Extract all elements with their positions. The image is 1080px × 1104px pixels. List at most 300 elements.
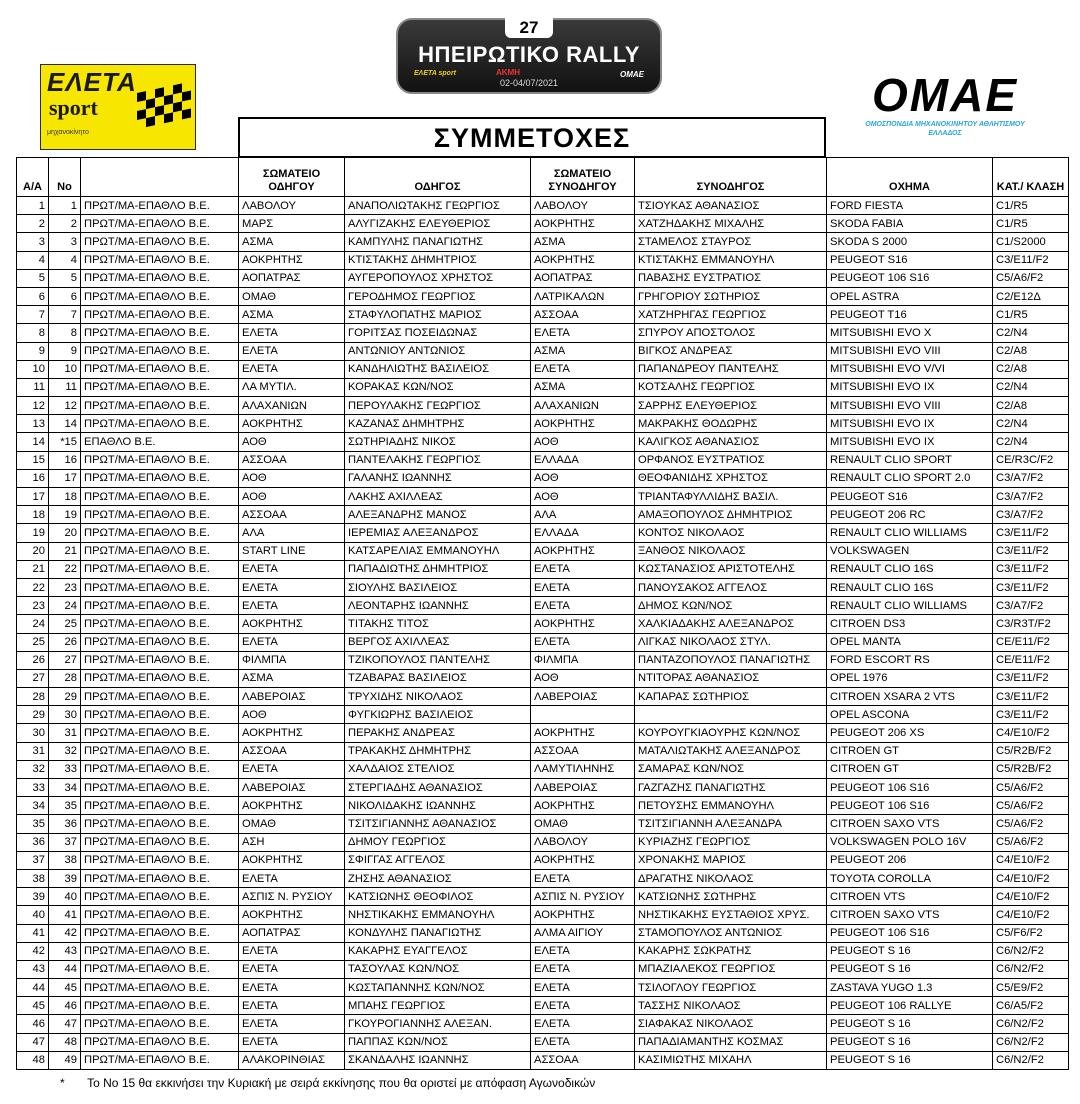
entry-aa: 42 xyxy=(17,942,49,960)
entry-driver: ΣΙΟΥΛΗΣ ΒΑΣΙΛΕΙΟΣ xyxy=(345,578,531,596)
entry-driver-club: ΕΛΕΤΑ xyxy=(239,560,345,578)
entry-number: 2 xyxy=(49,215,81,233)
entry-championship: ΠΡΩΤ/ΜΑ-ΕΠΑΘΛΟ Β.Ε. xyxy=(81,851,239,869)
entry-class: C3/E11/F2 xyxy=(993,542,1069,560)
entry-vehicle: OPEL 1976 xyxy=(827,669,993,687)
entry-class: C2/E12Δ xyxy=(993,287,1069,305)
entry-codriver-club: ΕΛΕΤΑ xyxy=(531,942,635,960)
entry-codriver: ΣΤΑΜΟΠΟΥΛΟΣ ΑΝΤΩΝΙΟΣ xyxy=(635,924,827,942)
entry-aa: 25 xyxy=(17,633,49,651)
entry-number: 16 xyxy=(49,451,81,469)
entry-vehicle: CITROEN GT xyxy=(827,742,993,760)
entry-codriver-club: ΛΑΜΥΤΙΛΗΝΗΣ xyxy=(531,760,635,778)
col-header-codriver: ΣΥΝΟΔΗΓΟΣ xyxy=(635,158,827,197)
entry-driver-club: ΟΜΑΘ xyxy=(239,287,345,305)
entry-aa: 7 xyxy=(17,306,49,324)
entry-driver: ΖΗΣΗΣ ΑΘΑΝΑΣΙΟΣ xyxy=(345,869,531,887)
entry-class: C4/E10/F2 xyxy=(993,851,1069,869)
entry-codriver-club: ΑΣΜΑ xyxy=(531,233,635,251)
entry-driver-club: ΕΛΕΤΑ xyxy=(239,324,345,342)
entry-codriver: ΑΜΑΞΟΠΟΥΛΟΣ ΔΗΜΗΤΡΙΟΣ xyxy=(635,506,827,524)
entry-number: 42 xyxy=(49,924,81,942)
entry-codriver: ΞΑΝΘΟΣ ΝΙΚΟΛΑΟΣ xyxy=(635,542,827,560)
entry-codriver-club: ΑΣΠΙΣ Ν. ΡΥΣΙΟΥ xyxy=(531,888,635,906)
entry-vehicle: MITSUBISHI EVO X xyxy=(827,324,993,342)
entry-codriver-club: ΑΟΚΡΗΤΗΣ xyxy=(531,724,635,742)
entry-codriver-club: ΑΟΘ xyxy=(531,469,635,487)
entry-championship: ΠΡΩΤ/ΜΑ-ΕΠΑΘΛΟ Β.Ε. xyxy=(81,524,239,542)
entry-championship: ΠΡΩΤ/ΜΑ-ΕΠΑΘΛΟ Β.Ε. xyxy=(81,742,239,760)
entry-class: C3/E11/F2 xyxy=(993,251,1069,269)
entry-vehicle: MITSUBISHI EVO IX xyxy=(827,433,993,451)
omae-name: ΟΜΑΕ xyxy=(872,69,1018,121)
entry-driver-club: ΑΛΑΧΑΝΙΩΝ xyxy=(239,397,345,415)
table-row xyxy=(17,269,1069,287)
entry-codriver: ΣΑΜΑΡΑΣ ΚΩΝ/ΝΟΣ xyxy=(635,760,827,778)
entry-aa: 6 xyxy=(17,287,49,305)
entry-aa: 44 xyxy=(17,979,49,997)
entry-vehicle: PEUGEOT S 16 xyxy=(827,1015,993,1033)
entry-driver-club: ΕΛΕΤΑ xyxy=(239,578,345,596)
table-row xyxy=(17,451,1069,469)
entry-driver-club: ΕΛΕΤΑ xyxy=(239,869,345,887)
entry-codriver: ΚΑΛΙΓΚΟΣ ΑΘΑΝΑΣΙΟΣ xyxy=(635,433,827,451)
entry-class: C1/R5 xyxy=(993,215,1069,233)
entry-aa: 36 xyxy=(17,833,49,851)
entry-championship: ΠΡΩΤ/ΜΑ-ΕΠΑΘΛΟ Β.Ε. xyxy=(81,215,239,233)
entry-driver: ΠΕΡΟΥΛΑΚΗΣ ΓΕΩΡΓΙΟΣ xyxy=(345,397,531,415)
table-row xyxy=(17,942,1069,960)
entry-aa: 1 xyxy=(17,197,49,215)
entry-codriver: ΚΑΠΑΡΑΣ ΣΩΤΗΡΙΟΣ xyxy=(635,688,827,706)
entry-driver: ΠΑΝΤΕΛΑΚΗΣ ΓΕΩΡΓΙΟΣ xyxy=(345,451,531,469)
entry-vehicle: PEUGEOT 206 xyxy=(827,851,993,869)
rally-sponsor-3: OMAE xyxy=(620,70,644,79)
entry-class: C5/A6/F2 xyxy=(993,833,1069,851)
entry-number: 26 xyxy=(49,633,81,651)
table-row xyxy=(17,287,1069,305)
entry-codriver-club: ΑΟΘ xyxy=(531,433,635,451)
col-header-codriver-club: ΣΩΜΑΤΕΙΟ ΣΥΝΟΔΗΓΟΥ xyxy=(531,158,635,197)
table-row xyxy=(17,633,1069,651)
entry-codriver: ΧΡΟΝΑΚΗΣ ΜΑΡΙΟΣ xyxy=(635,851,827,869)
entry-number: 39 xyxy=(49,869,81,887)
entry-championship: ΠΡΩΤ/ΜΑ-ΕΠΑΘΛΟ Β.Ε. xyxy=(81,342,239,360)
entry-driver: ΔΗΜΟΥ ΓΕΩΡΓΙΟΣ xyxy=(345,833,531,851)
entry-driver-club: ΑΛΑ xyxy=(239,524,345,542)
entry-class: C1/S2000 xyxy=(993,233,1069,251)
entry-aa: 11 xyxy=(17,378,49,396)
entry-codriver-club: ΑΟΚΡΗΤΗΣ xyxy=(531,251,635,269)
entry-championship: ΠΡΩΤ/ΜΑ-ΕΠΑΘΛΟ Β.Ε. xyxy=(81,306,239,324)
entry-championship: ΠΡΩΤ/ΜΑ-ΕΠΑΘΛΟ Β.Ε. xyxy=(81,1051,239,1069)
entry-vehicle: TOYOTA COROLLA xyxy=(827,869,993,887)
col-header-class: ΚΑΤ./ ΚΛΑΣΗ xyxy=(993,158,1069,197)
entry-championship: ΠΡΩΤ/ΜΑ-ΕΠΑΘΛΟ Β.Ε. xyxy=(81,360,239,378)
entry-driver-club: ΑΣΜΑ xyxy=(239,669,345,687)
entry-championship: ΠΡΩΤ/ΜΑ-ΕΠΑΘΛΟ Β.Ε. xyxy=(81,669,239,687)
entry-vehicle: RENAULT CLIO 16S xyxy=(827,578,993,596)
logo-left-tagline: μηχανοκίνητο xyxy=(47,129,89,136)
entry-number: 4 xyxy=(49,251,81,269)
entry-codriver-club: ΛΑΒΟΛΟΥ xyxy=(531,833,635,851)
entry-championship: ΠΡΩΤ/ΜΑ-ΕΠΑΘΛΟ Β.Ε. xyxy=(81,415,239,433)
entry-codriver: ΣΠΥΡΟΥ ΑΠΟΣΤΟΛΟΣ xyxy=(635,324,827,342)
entry-number: 28 xyxy=(49,669,81,687)
entry-driver: ΑΛΥΓΙΖΑΚΗΣ ΕΛΕΥΘΕΡΙΟΣ xyxy=(345,215,531,233)
entry-vehicle: OPEL MANTA xyxy=(827,633,993,651)
entry-vehicle: MITSUBISHI EVO V/VI xyxy=(827,360,993,378)
entry-vehicle: CITROEN DS3 xyxy=(827,615,993,633)
entry-number: 21 xyxy=(49,542,81,560)
entry-aa: 47 xyxy=(17,1033,49,1051)
entries-table xyxy=(16,157,1069,1070)
table-row xyxy=(17,597,1069,615)
entry-codriver: ΚΑΚΑΡΗΣ ΣΩΚΡΑΤΗΣ xyxy=(635,942,827,960)
entry-codriver: ΛΙΓΚΑΣ ΝΙΚΟΛΑΟΣ ΣΤΥΛ. xyxy=(635,633,827,651)
entry-class: C3/A7/F2 xyxy=(993,506,1069,524)
checkered-flag-icon xyxy=(137,83,191,135)
entry-aa: 23 xyxy=(17,597,49,615)
entry-driver-club: ΑΣΣΟΑΑ xyxy=(239,742,345,760)
entry-codriver: ΤΑΣΣΗΣ ΝΙΚΟΛΑΟΣ xyxy=(635,997,827,1015)
entry-championship: ΠΡΩΤ/ΜΑ-ΕΠΑΘΛΟ Β.Ε. xyxy=(81,706,239,724)
table-row xyxy=(17,760,1069,778)
entry-number: 34 xyxy=(49,779,81,797)
entry-vehicle: OPEL ASTRA xyxy=(827,287,993,305)
entry-codriver-club: ΑΣΣΟΑΑ xyxy=(531,742,635,760)
entry-codriver: ΔΗΜΟΣ ΚΩΝ/ΝΟΣ xyxy=(635,597,827,615)
rally-badge xyxy=(396,18,662,94)
entry-codriver: ΔΡΑΓΑΤΗΣ ΝΙΚΟΛΑΟΣ xyxy=(635,869,827,887)
entry-number: 10 xyxy=(49,360,81,378)
entry-driver-club: ΑΣΠΙΣ Ν. ΡΥΣΙΟΥ xyxy=(239,888,345,906)
entry-vehicle: RENAULT CLIO SPORT xyxy=(827,451,993,469)
entry-aa: 18 xyxy=(17,506,49,524)
entry-vehicle: PEUGEOT 106 S16 xyxy=(827,924,993,942)
entry-championship: ΠΡΩΤ/ΜΑ-ΕΠΑΘΛΟ Β.Ε. xyxy=(81,960,239,978)
entry-aa: 3 xyxy=(17,233,49,251)
entry-driver: ΠΕΡΑΚΗΣ ΑΝΔΡΕΑΣ xyxy=(345,724,531,742)
entry-number: 12 xyxy=(49,397,81,415)
entry-vehicle: FORD ESCORT RS xyxy=(827,651,993,669)
entry-driver-club: ΕΛΕΤΑ xyxy=(239,760,345,778)
entry-class: C4/E10/F2 xyxy=(993,906,1069,924)
entry-driver-club: ΑΟΚΡΗΤΗΣ xyxy=(239,415,345,433)
entry-driver: ΦΥΓΚΙΩΡΗΣ ΒΑΣΙΛΕΙΟΣ xyxy=(345,706,531,724)
footnote-text: Το Νο 15 θα εκκινήσει την Κυριακή με σειρά εκκίνησης που θα οριστεί με απόφαση Αγωνοδικών xyxy=(87,1076,596,1090)
entry-codriver-club: ΑΟΚΡΗΤΗΣ xyxy=(531,542,635,560)
entry-driver: ΓΟΡΙΤΣΑΣ ΠΟΣΕΙΔΩΝΑΣ xyxy=(345,324,531,342)
entry-aa: 43 xyxy=(17,960,49,978)
entry-codriver-club: ΑΟΠΑΤΡΑΣ xyxy=(531,269,635,287)
entry-aa: 27 xyxy=(17,669,49,687)
entry-championship: ΕΠΑΘΛΟ Β.Ε. xyxy=(81,433,239,451)
entry-driver: ΚΤΙΣΤΑΚΗΣ ΔΗΜΗΤΡΙΟΣ xyxy=(345,251,531,269)
entry-codriver: ΚΟΤΣΑΛΗΣ ΓΕΩΡΓΙΟΣ xyxy=(635,378,827,396)
entry-aa: 22 xyxy=(17,578,49,596)
entry-number: 27 xyxy=(49,651,81,669)
table-row xyxy=(17,979,1069,997)
entry-number: 35 xyxy=(49,797,81,815)
entry-codriver: ΠΑΠΑΔΙΑΜΑΝΤΗΣ ΚΟΣΜΑΣ xyxy=(635,1033,827,1051)
table-row xyxy=(17,524,1069,542)
entry-aa: 37 xyxy=(17,851,49,869)
entry-number: 49 xyxy=(49,1051,81,1069)
entry-codriver-club: ΕΛΕΤΑ xyxy=(531,1015,635,1033)
entry-class: C3/E11/F2 xyxy=(993,524,1069,542)
entry-codriver-club: ΑΣΜΑ xyxy=(531,378,635,396)
entry-driver: ΠΑΠΑΔΙΩΤΗΣ ΔΗΜΗΤΡΙΟΣ xyxy=(345,560,531,578)
entry-class: C3/R3T/F2 xyxy=(993,615,1069,633)
entry-driver: ΠΑΠΠΑΣ ΚΩΝ/ΝΟΣ xyxy=(345,1033,531,1051)
entry-aa: 17 xyxy=(17,488,49,506)
entry-aa: 46 xyxy=(17,1015,49,1033)
entry-number: 44 xyxy=(49,960,81,978)
entry-vehicle: MITSUBISHI EVO IX xyxy=(827,415,993,433)
entry-driver-club: ΕΛΕΤΑ xyxy=(239,1033,345,1051)
entry-championship: ΠΡΩΤ/ΜΑ-ΕΠΑΘΛΟ Β.Ε. xyxy=(81,615,239,633)
entry-driver: ΚΩΣΤΑΠΑΝΝΗΣ ΚΩΝ/ΝΟΣ xyxy=(345,979,531,997)
table-row xyxy=(17,779,1069,797)
entry-codriver: ΠΕΤΟΥΣΗΣ ΕΜΜΑΝΟΥΗΛ xyxy=(635,797,827,815)
table-row xyxy=(17,251,1069,269)
entry-championship: ΠΡΩΤ/ΜΑ-ΕΠΑΘΛΟ Β.Ε. xyxy=(81,979,239,997)
col-header-driver: ΟΔΗΓΟΣ xyxy=(345,158,531,197)
table-row xyxy=(17,960,1069,978)
entry-championship: ΠΡΩΤ/ΜΑ-ΕΠΑΘΛΟ Β.Ε. xyxy=(81,233,239,251)
entry-driver: ΤΙΤΑΚΗΣ ΤΙΤΟΣ xyxy=(345,615,531,633)
entry-codriver-club: ΑΣΜΑ xyxy=(531,342,635,360)
entry-codriver-club: ΑΟΚΡΗΤΗΣ xyxy=(531,797,635,815)
entry-driver: ΙΕΡΕΜΙΑΣ ΑΛΕΞΑΝΔΡΟΣ xyxy=(345,524,531,542)
table-row xyxy=(17,397,1069,415)
entry-vehicle: RENAULT CLIO 16S xyxy=(827,560,993,578)
entry-aa: 9 xyxy=(17,342,49,360)
entry-class: C3/E11/F2 xyxy=(993,578,1069,596)
entry-codriver-club: ΑΟΘ xyxy=(531,669,635,687)
entry-driver-club: ΕΛΕΤΑ xyxy=(239,960,345,978)
entry-codriver-club: ΛΑΒΕΡΟΙΑΣ xyxy=(531,779,635,797)
entry-aa: 14 xyxy=(17,433,49,451)
entry-codriver-club: ΑΟΚΡΗΤΗΣ xyxy=(531,215,635,233)
entry-driver: ΤΣΙΤΣΙΓΙΑΝΝΗΣ ΑΘΑΝΑΣΙΟΣ xyxy=(345,815,531,833)
entry-driver-club: ΑΟΚΡΗΤΗΣ xyxy=(239,797,345,815)
entry-aa: 5 xyxy=(17,269,49,287)
entry-driver: ΣΦΙΓΓΑΣ ΑΓΓΕΛΟΣ xyxy=(345,851,531,869)
footnote-marker: * xyxy=(60,1076,65,1090)
entry-aa: 34 xyxy=(17,797,49,815)
entry-codriver-club xyxy=(531,706,635,724)
entry-championship: ΠΡΩΤ/ΜΑ-ΕΠΑΘΛΟ Β.Ε. xyxy=(81,651,239,669)
entry-championship: ΠΡΩΤ/ΜΑ-ΕΠΑΘΛΟ Β.Ε. xyxy=(81,542,239,560)
entry-championship: ΠΡΩΤ/ΜΑ-ΕΠΑΘΛΟ Β.Ε. xyxy=(81,269,239,287)
logo-left-line2: sport xyxy=(49,95,98,120)
entry-codriver: ΤΣΙΤΣΙΓΙΑΝΝΗ ΑΛΕΞΑΝΔΡΑ xyxy=(635,815,827,833)
entry-number: 20 xyxy=(49,524,81,542)
eleta-sport-logo xyxy=(40,64,196,150)
entry-driver: ΤΡΑΚΑΚΗΣ ΔΗΜΗΤΡΗΣ xyxy=(345,742,531,760)
entry-championship: ΠΡΩΤ/ΜΑ-ΕΠΑΘΛΟ Β.Ε. xyxy=(81,597,239,615)
entry-class: C6/A5/F2 xyxy=(993,997,1069,1015)
entry-number: 14 xyxy=(49,415,81,433)
entry-vehicle: PEUGEOT S16 xyxy=(827,488,993,506)
entry-class: C2/A8 xyxy=(993,397,1069,415)
entry-driver-club: ΑΟΠΑΤΡΑΣ xyxy=(239,269,345,287)
entry-driver: ΧΑΛΔΑΙΟΣ ΣΤΕΛΙΟΣ xyxy=(345,760,531,778)
entry-number: 22 xyxy=(49,560,81,578)
entry-driver: ΝΗΣΤΙΚΑΚΗΣ ΕΜΜΑΝΟΥΗΛ xyxy=(345,906,531,924)
entry-number: 30 xyxy=(49,706,81,724)
entry-codriver-club: ΑΛΑ xyxy=(531,506,635,524)
entry-number: 25 xyxy=(49,615,81,633)
entry-driver-club: ΕΛΕΤΑ xyxy=(239,360,345,378)
entry-codriver-club: ΕΛΕΤΑ xyxy=(531,633,635,651)
entry-class: C3/A7/F2 xyxy=(993,597,1069,615)
entry-championship: ΠΡΩΤ/ΜΑ-ΕΠΑΘΛΟ Β.Ε. xyxy=(81,451,239,469)
entry-codriver: ΓΡΗΓΟΡΙΟΥ ΣΩΤΗΡΙΟΣ xyxy=(635,287,827,305)
table-row xyxy=(17,469,1069,487)
table-row xyxy=(17,851,1069,869)
table-row xyxy=(17,997,1069,1015)
entry-number: 32 xyxy=(49,742,81,760)
footnote xyxy=(60,1076,595,1090)
entry-aa: 24 xyxy=(17,615,49,633)
entry-codriver: ΤΡΙΑΝΤΑΦΥΛΛΙΔΗΣ ΒΑΣΙΛ. xyxy=(635,488,827,506)
entry-driver-club: ΕΛΕΤΑ xyxy=(239,997,345,1015)
entry-driver-club: ΑΣΣΟΑΑ xyxy=(239,506,345,524)
entry-codriver: ΠΑΒΑΣΗΣ ΕΥΣΤΡΑΤΙΟΣ xyxy=(635,269,827,287)
entry-number: 45 xyxy=(49,979,81,997)
entry-class: C5/R2B/F2 xyxy=(993,742,1069,760)
rally-dates: 02-04/07/2021 xyxy=(499,78,559,88)
entry-class: CE/R3C/F2 xyxy=(993,451,1069,469)
entry-driver: ΚΑΚΑΡΗΣ ΕΥΑΓΓΕΛΟΣ xyxy=(345,942,531,960)
table-row xyxy=(17,651,1069,669)
entry-aa: 48 xyxy=(17,1051,49,1069)
entry-codriver: ΟΡΦΑΝΟΣ ΕΥΣΤΡΑΤΙΟΣ xyxy=(635,451,827,469)
entry-aa: 31 xyxy=(17,742,49,760)
entry-driver-club: ΑΟΚΡΗΤΗΣ xyxy=(239,906,345,924)
entry-codriver: ΧΑΤΖΗΡΗΓΑΣ ΓΕΩΡΓΙΟΣ xyxy=(635,306,827,324)
entry-class: C5/R2B/F2 xyxy=(993,760,1069,778)
entry-number: 17 xyxy=(49,469,81,487)
entry-number: 38 xyxy=(49,851,81,869)
entry-driver: ΣΤΑΦΥΛΟΠΑΤΗΣ ΜΑΡΙΟΣ xyxy=(345,306,531,324)
col-header-no: Νο xyxy=(49,158,81,197)
entry-driver: ΓΚΟΥΡΟΓΙΑΝΝΗΣ ΑΛΕΞΑΝ. xyxy=(345,1015,531,1033)
entry-number: 41 xyxy=(49,906,81,924)
entry-driver-club: ΛΑΒΟΛΟΥ xyxy=(239,197,345,215)
entry-driver: ΣΤΕΡΓΙΑΔΗΣ ΑΘΑΝΑΣΙΟΣ xyxy=(345,779,531,797)
entry-class: C2/N4 xyxy=(993,324,1069,342)
table-row xyxy=(17,488,1069,506)
entry-number: 3 xyxy=(49,233,81,251)
entry-driver: ΑΥΓΕΡΟΠΟΥΛΟΣ ΧΡΗΣΤΟΣ xyxy=(345,269,531,287)
entry-driver: ΑΝΤΩΝΙΟΥ ΑΝΤΩΝΙΟΣ xyxy=(345,342,531,360)
entry-driver: ΑΝΑΠΟΛΙΩΤΑΚΗΣ ΓΕΩΡΓΙΟΣ xyxy=(345,197,531,215)
entry-driver-club: ΕΛΕΤΑ xyxy=(239,597,345,615)
entry-number: 19 xyxy=(49,506,81,524)
entry-class: C2/N4 xyxy=(993,433,1069,451)
table-row xyxy=(17,815,1069,833)
entry-driver-club: ΕΛΕΤΑ xyxy=(239,942,345,960)
table-row xyxy=(17,888,1069,906)
entry-driver: ΓΕΡΟΔΗΜΟΣ ΓΕΩΡΓΙΟΣ xyxy=(345,287,531,305)
entry-driver: ΚΑΤΣΙΩΝΗΣ ΘΕΟΦΙΛΟΣ xyxy=(345,888,531,906)
entry-vehicle: CITROEN SAXO VTS xyxy=(827,906,993,924)
entry-class: C5/A6/F2 xyxy=(993,779,1069,797)
entry-vehicle: MITSUBISHI EVO IX xyxy=(827,378,993,396)
entry-codriver: ΤΣΙΛΟΓΛΟΥ ΓΕΩΡΓΙΟΣ xyxy=(635,979,827,997)
table-row xyxy=(17,378,1069,396)
entry-vehicle: PEUGEOT 106 S16 xyxy=(827,269,993,287)
entry-vehicle: PEUGEOT 206 RC xyxy=(827,506,993,524)
table-row xyxy=(17,706,1069,724)
entry-codriver: ΝΗΣΤΙΚΑΚΗΣ ΕΥΣΤΑΘΙΟΣ ΧΡΥΣ. xyxy=(635,906,827,924)
entry-driver-club: ΑΟΘ xyxy=(239,488,345,506)
entry-codriver-club: ΛΑΤΡΙΚΑΛΩΝ xyxy=(531,287,635,305)
entry-codriver: ΠΑΠΑΝΔΡΕΟΥ ΠΑΝΤΕΛΗΣ xyxy=(635,360,827,378)
entry-codriver-club: ΦΙΛΜΠΑ xyxy=(531,651,635,669)
table-row xyxy=(17,433,1069,451)
entry-aa: 12 xyxy=(17,397,49,415)
entry-driver-club: ΑΟΘ xyxy=(239,469,345,487)
entry-class: C1/R5 xyxy=(993,306,1069,324)
entry-driver: ΤΑΣΟΥΛΑΣ ΚΩΝ/ΝΟΣ xyxy=(345,960,531,978)
entry-vehicle: SKODA S 2000 xyxy=(827,233,993,251)
entry-vehicle: RENAULT CLIO WILLIAMS xyxy=(827,597,993,615)
entry-championship: ΠΡΩΤ/ΜΑ-ΕΠΑΘΛΟ Β.Ε. xyxy=(81,797,239,815)
entry-class: CE/E11/F2 xyxy=(993,633,1069,651)
entry-driver: ΜΠΑΗΣ ΓΕΩΡΓΙΟΣ xyxy=(345,997,531,1015)
entry-class: C3/E11/F2 xyxy=(993,706,1069,724)
entry-vehicle: RENAULT CLIO SPORT 2.0 xyxy=(827,469,993,487)
entry-championship: ΠΡΩΤ/ΜΑ-ΕΠΑΘΛΟ Β.Ε. xyxy=(81,397,239,415)
entry-codriver-club: ΑΟΚΡΗΤΗΣ xyxy=(531,851,635,869)
table-row xyxy=(17,197,1069,215)
entry-codriver: ΠΑΝΟΥΣΑΚΟΣ ΑΓΓΕΛΟΣ xyxy=(635,578,827,596)
entry-number: 11 xyxy=(49,378,81,396)
entry-class: C5/A6/F2 xyxy=(993,269,1069,287)
entry-codriver: ΣΙΑΦΑΚΑΣ ΝΙΚΟΛΑΟΣ xyxy=(635,1015,827,1033)
entry-codriver: ΜΑΤΑΛΙΩΤΑΚΗΣ ΑΛΕΞΑΝΔΡΟΣ xyxy=(635,742,827,760)
entry-number: 23 xyxy=(49,578,81,596)
omae-subtitle: ΟΜΟΣΠΟΝΔΙΑ ΜΗΧΑΝΟΚΙΝΗΤΟΥ ΑΘΛΗΤΙΣΜΟΥ ΕΛΛΑΔΟΣ xyxy=(865,121,1025,137)
entry-driver-club: ΕΛΕΤΑ xyxy=(239,633,345,651)
entry-class: C6/N2/F2 xyxy=(993,1033,1069,1051)
entry-codriver: ΧΑΤΖΗΔΑΚΗΣ ΜΙΧΑΛΗΣ xyxy=(635,215,827,233)
entry-driver-club: ΑΣΗ xyxy=(239,833,345,851)
entry-driver: ΣΩΤΗΡΙΑΔΗΣ ΝΙΚΟΣ xyxy=(345,433,531,451)
entry-driver-club: ΜΑΡΣ xyxy=(239,215,345,233)
page-title: ΣΥΜΜΕΤΟΧΕΣ xyxy=(238,117,826,158)
entry-number: 1 xyxy=(49,197,81,215)
entry-aa: 10 xyxy=(17,360,49,378)
entry-codriver-club: ΛΑΒΕΡΟΙΑΣ xyxy=(531,688,635,706)
entry-driver: ΚΟΡΑΚΑΣ ΚΩΝ/ΝΟΣ xyxy=(345,378,531,396)
entry-driver-club: ΑΟΚΡΗΤΗΣ xyxy=(239,251,345,269)
entry-codriver: ΜΠΑΖΙΑΛΕΚΟΣ ΓΕΩΡΓΙΟΣ xyxy=(635,960,827,978)
entry-aa: 8 xyxy=(17,324,49,342)
entry-driver: ΚΟΝΔΥΛΗΣ ΠΑΝΑΓΙΩΤΗΣ xyxy=(345,924,531,942)
entry-codriver-club: ΕΛΕΤΑ xyxy=(531,578,635,596)
entry-championship: ΠΡΩΤ/ΜΑ-ΕΠΑΘΛΟ Β.Ε. xyxy=(81,324,239,342)
entry-codriver-club: ΟΜΑΘ xyxy=(531,815,635,833)
entry-driver-club: ΑΛΑΚΟΡΙΝΘΙΑΣ xyxy=(239,1051,345,1069)
entry-driver: ΚΑΤΣΑΡΕΛΙΑΣ ΕΜΜΑΝΟΥΗΛ xyxy=(345,542,531,560)
entry-codriver: ΓΑΖΓΑΖΗΣ ΠΑΝΑΓΙΩΤΗΣ xyxy=(635,779,827,797)
